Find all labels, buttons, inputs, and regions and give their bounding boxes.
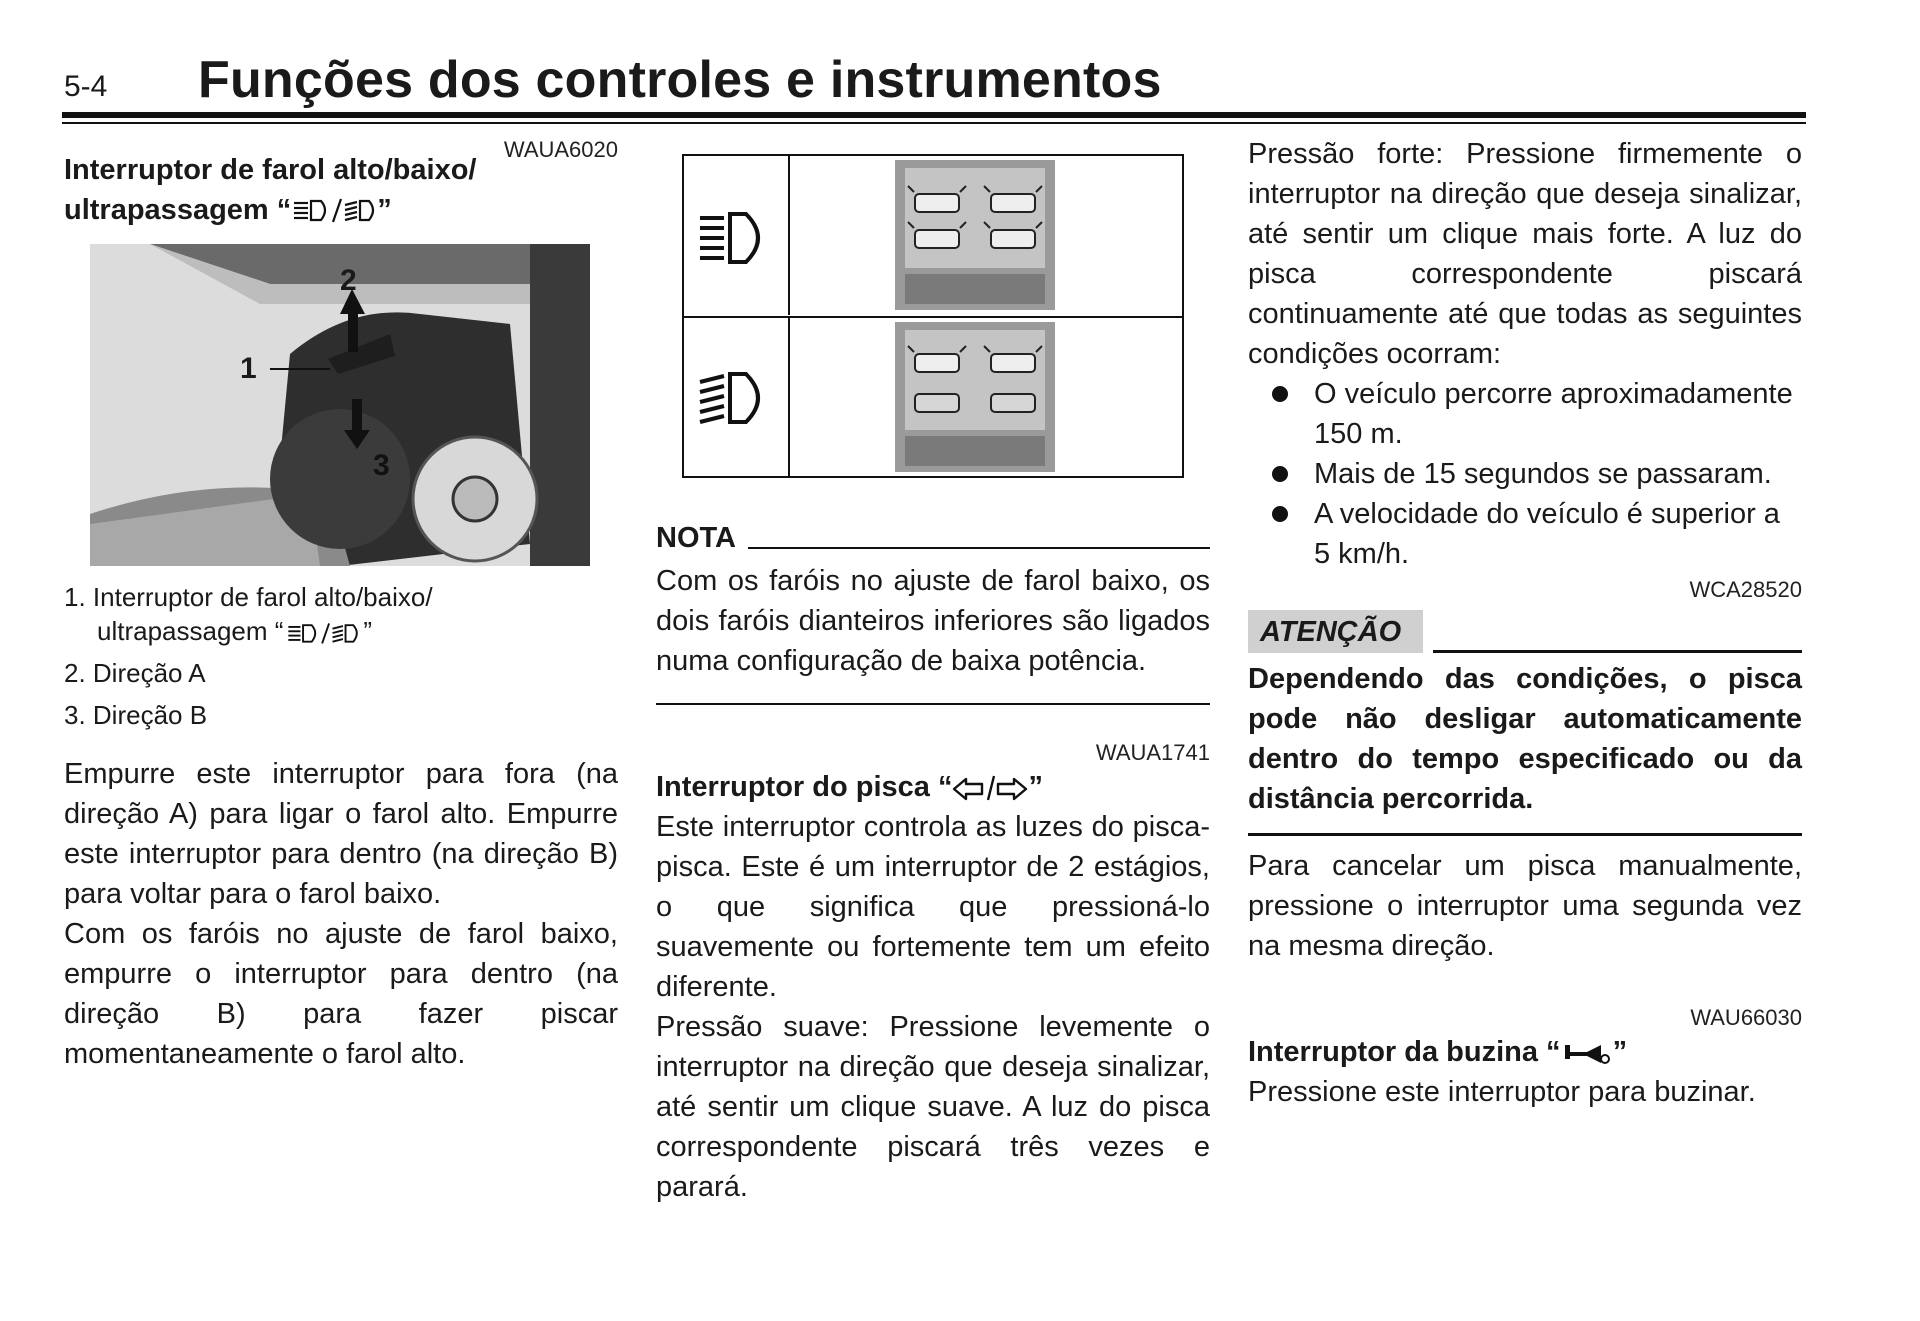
high-low-beam-icon bbox=[291, 195, 377, 225]
attention-text: Dependendo das condições, o pisca pode não desligar automaticamente dentro do tempo especificado ou da distância percorrida. bbox=[1248, 663, 1802, 815]
table-symbol-cell bbox=[684, 156, 790, 315]
table-image-cell bbox=[790, 318, 1182, 477]
column-middle bbox=[656, 136, 1210, 1207]
heading-text: Interruptor da buzina “ bbox=[1248, 1036, 1561, 1068]
section-heading bbox=[656, 767, 1210, 807]
section-code: WAU66030 bbox=[1690, 1005, 1802, 1030]
note-header bbox=[656, 522, 1210, 555]
label-2: 2 bbox=[340, 264, 357, 297]
note-text: Com os faróis no ajuste de farol baixo, os dois faróis dianteiros inferiores são ligados numa configuração de baixa potência. bbox=[656, 565, 1210, 677]
note-label: NOTA bbox=[656, 522, 737, 554]
caption-item: 2. Direção A bbox=[64, 658, 206, 688]
headlights-high-photo bbox=[790, 156, 1182, 315]
page-number: 5-4 bbox=[64, 70, 108, 103]
body-paragraph: Para cancelar um pisca manualmente, pressione o interruptor uma segunda vez na mesma direção. bbox=[1248, 850, 1802, 962]
attention-header bbox=[1248, 610, 1802, 653]
header-rule-thin bbox=[62, 122, 1806, 124]
caption-text: ultrapassagem “ bbox=[97, 616, 284, 646]
figure-captions bbox=[64, 580, 618, 732]
body-paragraph: Pressão suave: Pressione levemente o interruptor na direção que deseja sinalizar, até sentir um clique suave. A luz do pisca correspondente piscará três vezes e parará. bbox=[656, 1011, 1210, 1203]
label-1: 1 bbox=[240, 352, 257, 385]
turn-signal-icon bbox=[952, 772, 1028, 802]
section-code: WAUA1741 bbox=[1095, 740, 1210, 765]
handlebar-switch-photo bbox=[90, 244, 590, 566]
heading-line: Interruptor de farol alto/baixo/ bbox=[64, 154, 477, 186]
caption-text: ” bbox=[363, 616, 373, 646]
attention-rule bbox=[1433, 650, 1802, 653]
heading-text: ” bbox=[1612, 1036, 1628, 1068]
high-beam-icon bbox=[684, 156, 788, 315]
body-paragraph: Este interruptor controla as luzes do pisca-pisca. Este é um interruptor de 2 estágios, o que significa que pressioná-lo suavemente ou fortemente tem um efeito diferente. bbox=[656, 811, 1210, 1003]
table-row bbox=[684, 316, 1182, 477]
caption-text bbox=[64, 614, 618, 648]
table-image-cell bbox=[790, 156, 1182, 315]
column-right bbox=[1248, 134, 1802, 1112]
attention-label: ATENÇÃO bbox=[1248, 610, 1423, 653]
label-3: 3 bbox=[373, 449, 390, 482]
body-paragraph: Com os faróis no ajuste de farol baixo, empurre o interruptor para dentro (na direção B) para fazer piscar momentaneamente o farol alto. bbox=[64, 918, 618, 1070]
header-rule bbox=[62, 112, 1806, 118]
body-paragraph: Pressione este interruptor para buzinar. bbox=[1248, 1076, 1756, 1108]
page-header bbox=[64, 48, 1804, 120]
caption-item bbox=[64, 580, 618, 648]
horn-icon bbox=[1561, 1037, 1613, 1067]
high-low-beam-icon bbox=[283, 620, 363, 646]
heading-text: Interruptor do pisca “ bbox=[656, 771, 953, 803]
table-symbol-cell bbox=[684, 318, 790, 477]
list-item: O veículo percorre aproximadamente 150 m. bbox=[1248, 374, 1802, 454]
body-paragraph: Pressão forte: Pressione firmemente o interruptor na direção que deseja sinalizar, até sentir um clique mais forte. A luz do pisca correspondente piscará continuamente até que todas as seguintes condições ocorram: bbox=[1248, 138, 1802, 370]
list-item: Mais de 15 segundos se passaram. bbox=[1248, 454, 1802, 494]
heading-line bbox=[64, 190, 618, 230]
heading-text: ” bbox=[1028, 771, 1043, 803]
attention-end-rule bbox=[1248, 833, 1802, 836]
headlights-low-photo bbox=[790, 318, 1182, 477]
table-row bbox=[684, 156, 1182, 315]
low-beam-icon bbox=[684, 318, 788, 477]
page-title: Funções dos controles e instrumentos bbox=[198, 51, 1162, 109]
column-left bbox=[64, 136, 618, 1074]
section-heading bbox=[1248, 1032, 1802, 1072]
section-code: WAUA6020 bbox=[503, 137, 618, 162]
headlight-table bbox=[682, 154, 1184, 478]
caption-item: 3. Direção B bbox=[64, 700, 208, 730]
warning-code: WCA28520 bbox=[1689, 577, 1802, 602]
heading-text: ” bbox=[377, 194, 392, 226]
heading-text: ultrapassagem “ bbox=[64, 194, 292, 226]
caption-text: 1. Interruptor de farol alto/baixo/ bbox=[64, 582, 433, 612]
conditions-list bbox=[1248, 374, 1802, 574]
note-rule bbox=[748, 547, 1210, 549]
body-paragraph: Empurre este interruptor para fora (na direção A) para ligar o farol alto. Empurre este interruptor para dentro (na direção B) para voltar para o farol baixo. bbox=[64, 758, 618, 910]
list-item: A velocidade do veículo é superior a 5 km/h. bbox=[1248, 494, 1802, 574]
note-end-rule bbox=[656, 703, 1210, 705]
